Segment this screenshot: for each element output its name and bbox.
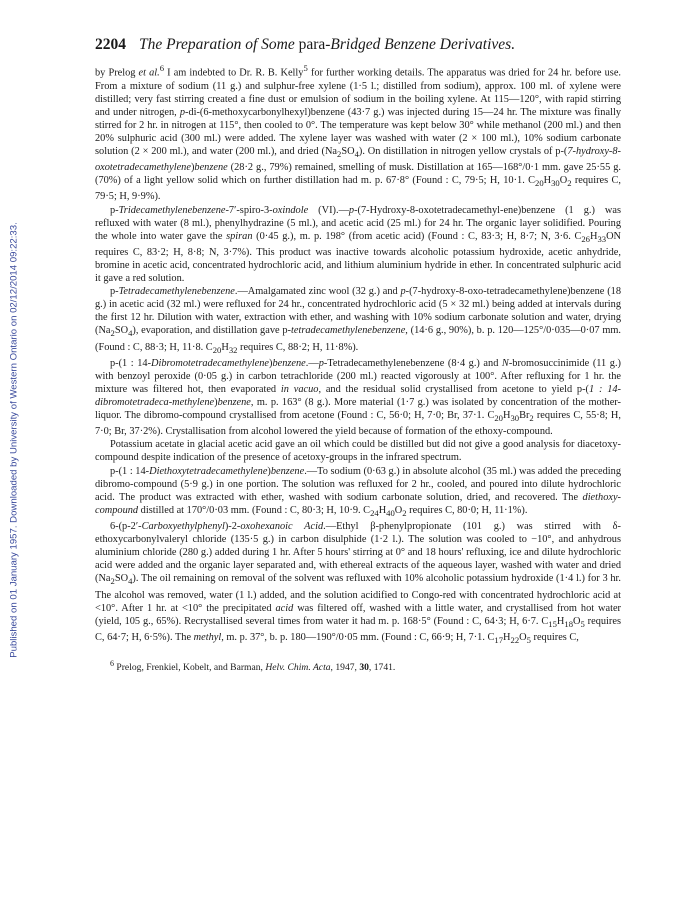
footnote-marker: 6: [110, 659, 114, 668]
download-sidebar: [0, 80, 28, 800]
footnote-volume: 30: [359, 662, 369, 674]
running-title-para: para: [298, 36, 326, 53]
footnote-year: , 1947,: [330, 662, 360, 674]
paragraph: p-Tetradecamethylenebenzene.—Amalgamated zinc wool (32 g.) and p-(7-hydroxy-8-oxo-tetradecamethylene)benzene (18 g.) in acetic acid (32 ml.) were refluxed for 24 hr., concentrated hydrochloric acid (5 × 32 ml.) being added at intervals during the first 12 hr. Dilution with water, extraction with ether, and washing with 10% sodium carbonate solution and water, drying $(Na_2SO_4)$, evaporation, and distillation gave p-tetradecamethylenebenzene, (14·6 g., 90%), b. p. 120—125°/0·035—0·07 mm. (Found : C, 88·3; H, 11·8. $C_{20}H_{32}$ requires C, 88·2; H, 11·8%).: [95, 286, 621, 355]
paragraph: by Prelog et al.$^6$ I am indebted to Dr. R. B. Kelly$^5$ for further working details. The apparatus was dried for 24 hr. before use. From a mixture of sodium (11 g.) and sulphur-free xylene (1·5 l.; distilled from sodium), approx. 100 ml. of xylene were distilled; very fast stirring created a fine dust or emulsion of sodium in the boiling xylene. At 115—120°, with rapid stirring and under nitrogen, p-di-(6-methoxycarbonylhexyl)benzene (43·7 g.) was injected during 15—24 hr. The mixture was finally stirred for 2 hr. in nitrogen at 115°, then cooled to 0°. The temperature was kept below 30° while methanol (200 ml.) and then 20% sulphuric acid (300 ml.) were added. The xylene layer was washed with water (2 × 100 ml.), 10% sodium carbonate solution (2 × 200 ml.), and water (200 ml.), and dried $(Na_2SO_4)$. On distillation in nitrogen yellow crystals of p-(7-hydroxy-8-oxotetradecamethylene)benzene (28·2 g., 79%) remained, smelling of musk. Distillation at 165—168°/0·1 mm. gave 25·55 g. (70%) of a light yellow solid which on further distillation had m. p. 67·8° (Found : C, 79·5; H, 10·1. $C_{20}H_{30}O_2$ requires C, 79·5; H, 9·9%).: [95, 63, 621, 203]
paragraph: p-Tridecamethylenebenzene-7′-spiro-3-oxindole (VI).—p-(7-Hydroxy-8-oxotetradecamethyl-ene)benzene (1 g.) was refluxed with water (8 ml.), phenylhydrazine (5 ml.), and acetic acid (25 ml.) for 24 hr. The organic layer solidified. Pouring the whole into water gave the spiran (0·45 g.), m. p. 198° (from acetic acid) (Found : C, 83·3; H, 8·7; N, 3·6. $C_{26}H_{33}ON$ requires C, 83·2; H, 8·8; N, 3·7%). This product was inactive towards alcoholic potassium hydroxide, acetic anhydride, bromine in acetic acid, concentrated hydrochloric acid, and lithium aluminium hydride in ether. In concentrated sulphuric acid it gave a red solution.: [95, 204, 622, 285]
page-body: [95, 36, 621, 674]
footnote-authors: Prelog, Frenkiel, Kobelt, and Barman,: [116, 662, 266, 674]
paragraph: p-(1 : 14-Diethoxytetradecamethylene)benzene.—To sodium (0·63 g.) in absolute alcohol (35 ml.) was added the preceding dibromo-compound (5·9 g.) in one portion. The solution was refluxed for 2 hr., cooled, and poured into dilute hydrochloric acid. The product was extracted with ether, washed with sodium carbonate solution, dried, and recovered. The diethoxy-compound distilled at 170°/0·03 mm. (Found : C, 80·3; H, 10·9. $C_{24}H_{40}O_2$ requires C, 80·0; H, 11·1%).: [95, 465, 621, 518]
footnote-journal: Helv. Chim. Acta: [265, 662, 331, 674]
running-title: The Preparation of Some para-Bridged Benzene Derivatives.: [139, 36, 516, 53]
running-header: [95, 36, 621, 60]
footnote: [110, 658, 621, 674]
paragraph: Potassium acetate in glacial acetic acid gave an oil which could be distilled but did not give a good analysis for diacetoxy-compound despite indication of the presence of acetoxy-groups in the infrared spectrum.: [95, 439, 621, 464]
paragraph: 6-(p-2′-Carboxyethylphenyl)-2-oxohexanoic Acid.—Ethyl β-phenylpropionate (101 g.) was stirred with δ-ethoxycarbonylvaleryl chloride (135·5 g.) in carbon disulphide (1·2 l.). The solution was cooled to −10°, and anhydrous aluminium chloride (280 g.) added during 1 hr. After 5 hours' stirring at 0° and 18 hours' refluxing, ice and dilute hydrochloric acid were added and the organic layer separated and, with ethereal extracts of the aqueous layer, washed with water and dried $(Na_2SO_4)$. The oil remaining on removal of the solvent was refluxed with 10% alcoholic potassium hydroxide (1·4 l.) for 3 hr. The alcohol was removed, water (1 l.) added, and the solution acidified to Congo-red with concentrated hydrochloric acid at <10°. After 1 hr. at <10° the precipitated acid was filtered off, washed with a little water, and crystallised from hot water (yield, 105 g., 65%). Recrystallised several times from water it had m. p. 168·5° (Found : C, 64·3; H, 6·7. $C_{15}H_{18}O_5$ requires C, 64·7; H, 6·5%). The methyl, m. p. 37°, b. p. 180—190°/0·05 mm. (Found : C, 66·9; H, 7·1. $C_{17}H_{22}O_5$ requires C,: [95, 520, 622, 645]
footnote-pages: , 1741.: [368, 662, 396, 674]
article-text: [95, 62, 621, 647]
paragraph: p-(1 : 14-Dibromotetradecamethylene)benzene.—p-Tetradecamethylenebenzene (8·4 g.) and N-bromosuccinimide (11 g.) with benzoyl peroxide (0·05 g.) in carbon tetrachloride (200 ml.) reacted vigorously at 100°. After refluxing for 1 hr. the mixture was filtered hot, then evaporated in vacuo, and the residual solid crystallised from acetone to yield p-(1 : 14-dibromotetradeca-methylene)benzene, m. p. 163° (8 g.). More material (1·7 g.) was isolated by concentration of the mother-liquor. The dibromo-compound crystallised from acetone (Found : C, 56·0; H, 7·0; Br, 37·1. $C_{20}H_{30}Br_2$ requires C, 55·8; H, 7·0; Br, 37·2%). Crystallisation from alcohol lowered the yield because of formation of the ethoxy-compound.: [95, 357, 621, 438]
download-watermark: Published on 01 January 1957. Downloaded by University of Western Ontario on 02/12/2014 09:22:33.: [8, 222, 20, 658]
page-number: 2204: [95, 36, 126, 53]
